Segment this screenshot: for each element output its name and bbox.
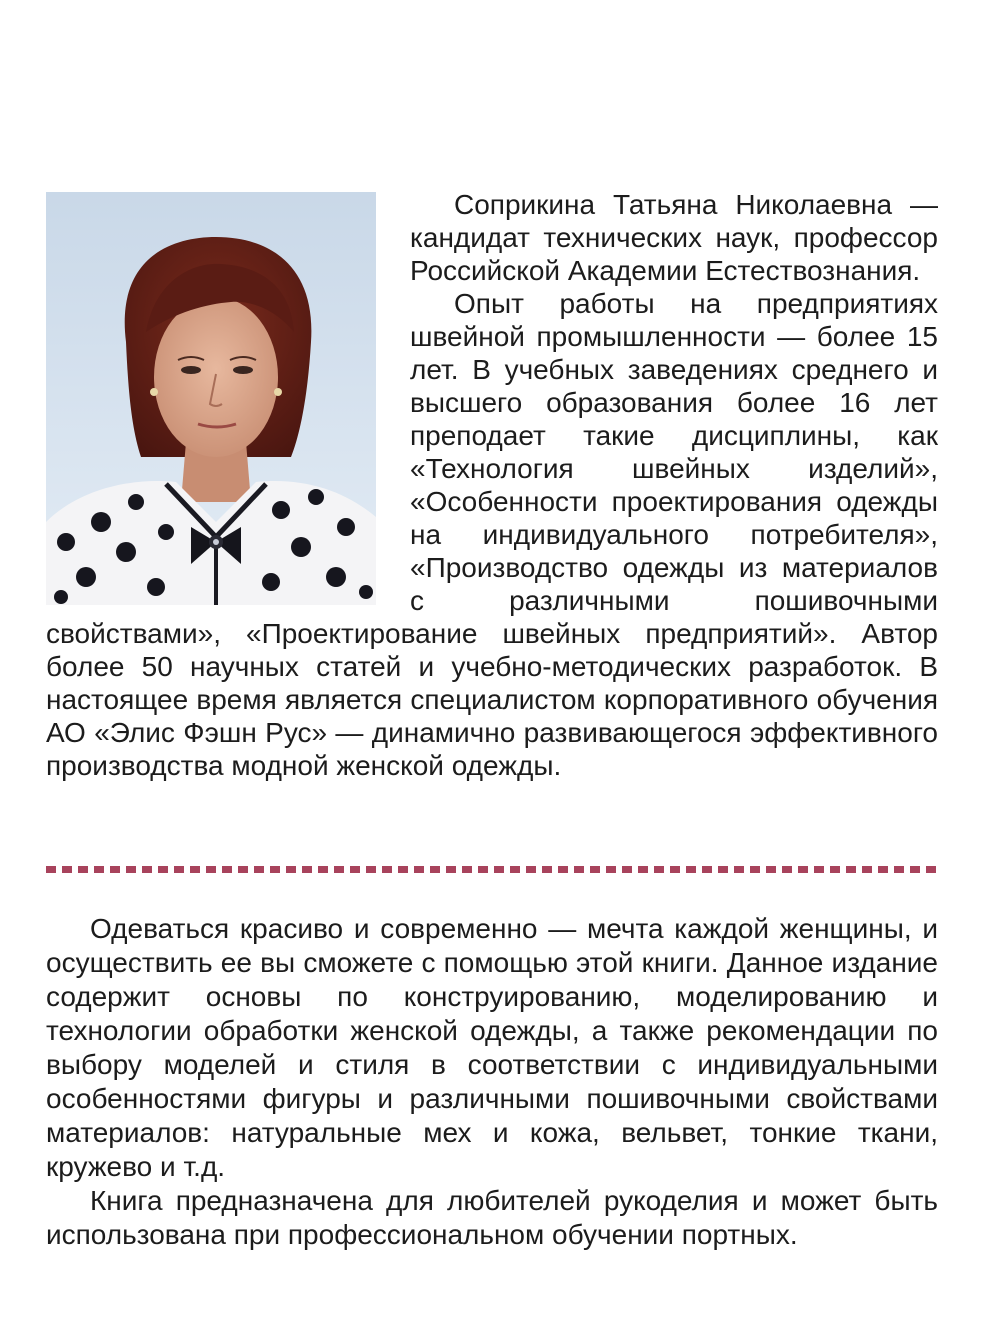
author-photo xyxy=(46,192,376,605)
author-portrait-image xyxy=(46,192,376,605)
annotation-paragraph: Книга предназначена для любителей рукоделия и может быть использована при профессиональном обучении портных. xyxy=(46,1185,938,1250)
section-divider xyxy=(46,866,938,873)
annotation-paragraph: Одеваться красиво и современно — мечта каждой женщины, и осуществить ее вы сможете с помощью этой книги. Данное издание содержит основы по конструированию, моделированию и технологии обработки женской одежды, а также рекомендации по выбору моделей и стиля в соответствии с индивидуальными особенностями фигуры и различными пошивочными свойствами материалов: натуральные мех и кожа, вельвет, тонкие ткани, кружево и т.д. xyxy=(46,913,938,1182)
author-name-paragraph: Соприкина Татьяна Николаевна — кандидат технических наук, профессор Российской Академии Естествознания. xyxy=(410,189,938,286)
author-experience-paragraph: Опыт работы на предприятиях швейной промышленности — более 15 лет. В учебных заведениях среднего и высшего образования более 16 лет преподает такие дисциплины, как «Технология швейных изделий», «Особенности проектирования одежды на индивидуального потребителя», «Производство одежды из материалов с различными пошивочными свойствами», «Проектирование швейных предприятий». Автор более 50 научных статей и учебно-методических разработок. В настоящее время является специалистом корпоративного обучения АО «Элис Фэшн Рус» — динамично развивающегося эффективного производства модной женской одежды. xyxy=(46,288,938,781)
author-bio xyxy=(46,188,938,782)
book-annotation xyxy=(46,912,938,1252)
